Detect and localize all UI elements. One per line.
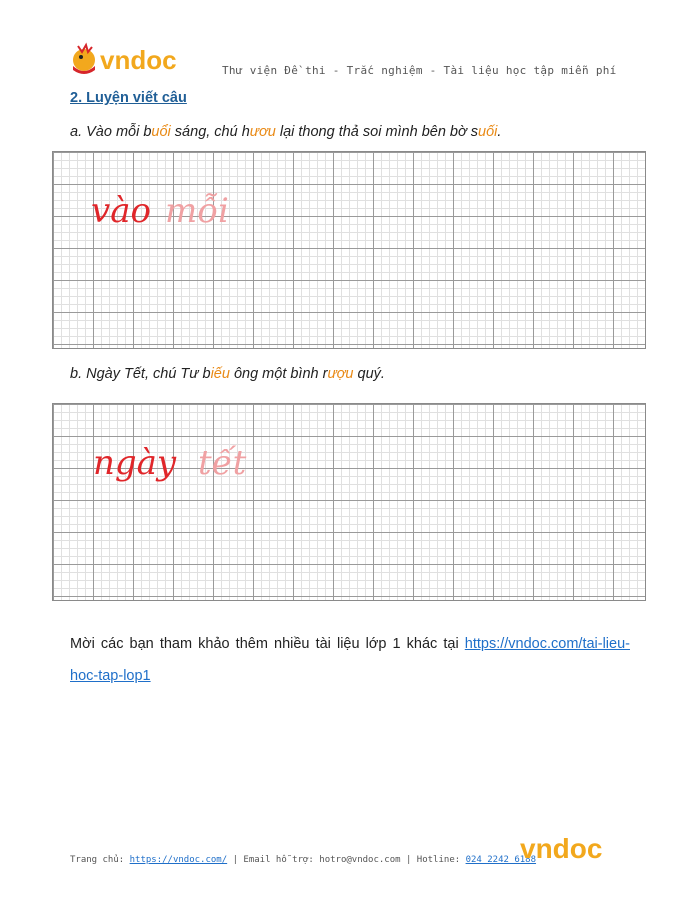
- highlight-rhyme: iếu: [210, 366, 230, 382]
- footer-email-text: | Email hỗ trợ: hotro@vndoc.com | Hotline:: [227, 855, 466, 865]
- handwriting-faded: mỗi: [165, 191, 229, 231]
- footer-home-link[interactable]: https://vndoc.com/: [129, 855, 228, 865]
- sentence-text: a. Vào mỗi b: [70, 124, 152, 140]
- footer-home-label: Trang chủ:: [70, 855, 130, 865]
- page-footer: [70, 855, 536, 865]
- writing-grid-a[interactable]: [52, 151, 646, 349]
- highlight-rhyme: uổi: [151, 124, 171, 140]
- mascot-icon: [73, 45, 95, 74]
- vndoc-logo: [70, 40, 205, 80]
- vndoc-footer-logo: [520, 832, 620, 864]
- handwriting-sample-b: [53, 404, 647, 602]
- highlight-rhyme: ượu: [327, 366, 354, 382]
- sentence-text: quý.: [353, 366, 385, 382]
- section-title: 2. Luyện viết câu: [70, 90, 187, 106]
- sentence-text: .: [497, 124, 502, 140]
- writing-grid-b[interactable]: [52, 403, 646, 601]
- sentence-text: lại thong thả soi mình bên bờ s: [275, 124, 479, 140]
- sentence-text: sáng, chú h: [170, 124, 250, 140]
- handwriting-sample-a: [53, 152, 647, 350]
- handwriting-bold: vào: [91, 191, 151, 231]
- handwriting-faded: tết: [198, 443, 247, 483]
- highlight-rhyme: uối: [478, 124, 498, 140]
- exercise-a-sentence: [70, 124, 501, 140]
- highlight-rhyme: ươu: [249, 124, 276, 140]
- handwriting-bold: ngày: [93, 443, 177, 483]
- note-text: Mời các bạn tham khảo thêm nhiều tài liệu lớp 1 khác tại: [70, 636, 465, 652]
- footer-hotline[interactable]: 024 2242 6188: [465, 855, 537, 865]
- reference-link[interactable]: https://vndoc.com/tai-lieu-hoc-tap-lop1: [70, 636, 630, 684]
- reference-note: [70, 628, 630, 692]
- sentence-text: b. Ngày Tết, chú Tư b: [70, 366, 211, 382]
- logo-text: vndoc: [100, 45, 177, 75]
- exercise-b-sentence: [70, 366, 385, 382]
- header-tagline: Thư viện Đề thi - Trắc nghiệm - Tài liệu học tập miễn phí: [222, 64, 617, 77]
- sentence-text: ông một bình r: [229, 366, 328, 382]
- footer-logo-text: vndoc: [520, 833, 603, 864]
